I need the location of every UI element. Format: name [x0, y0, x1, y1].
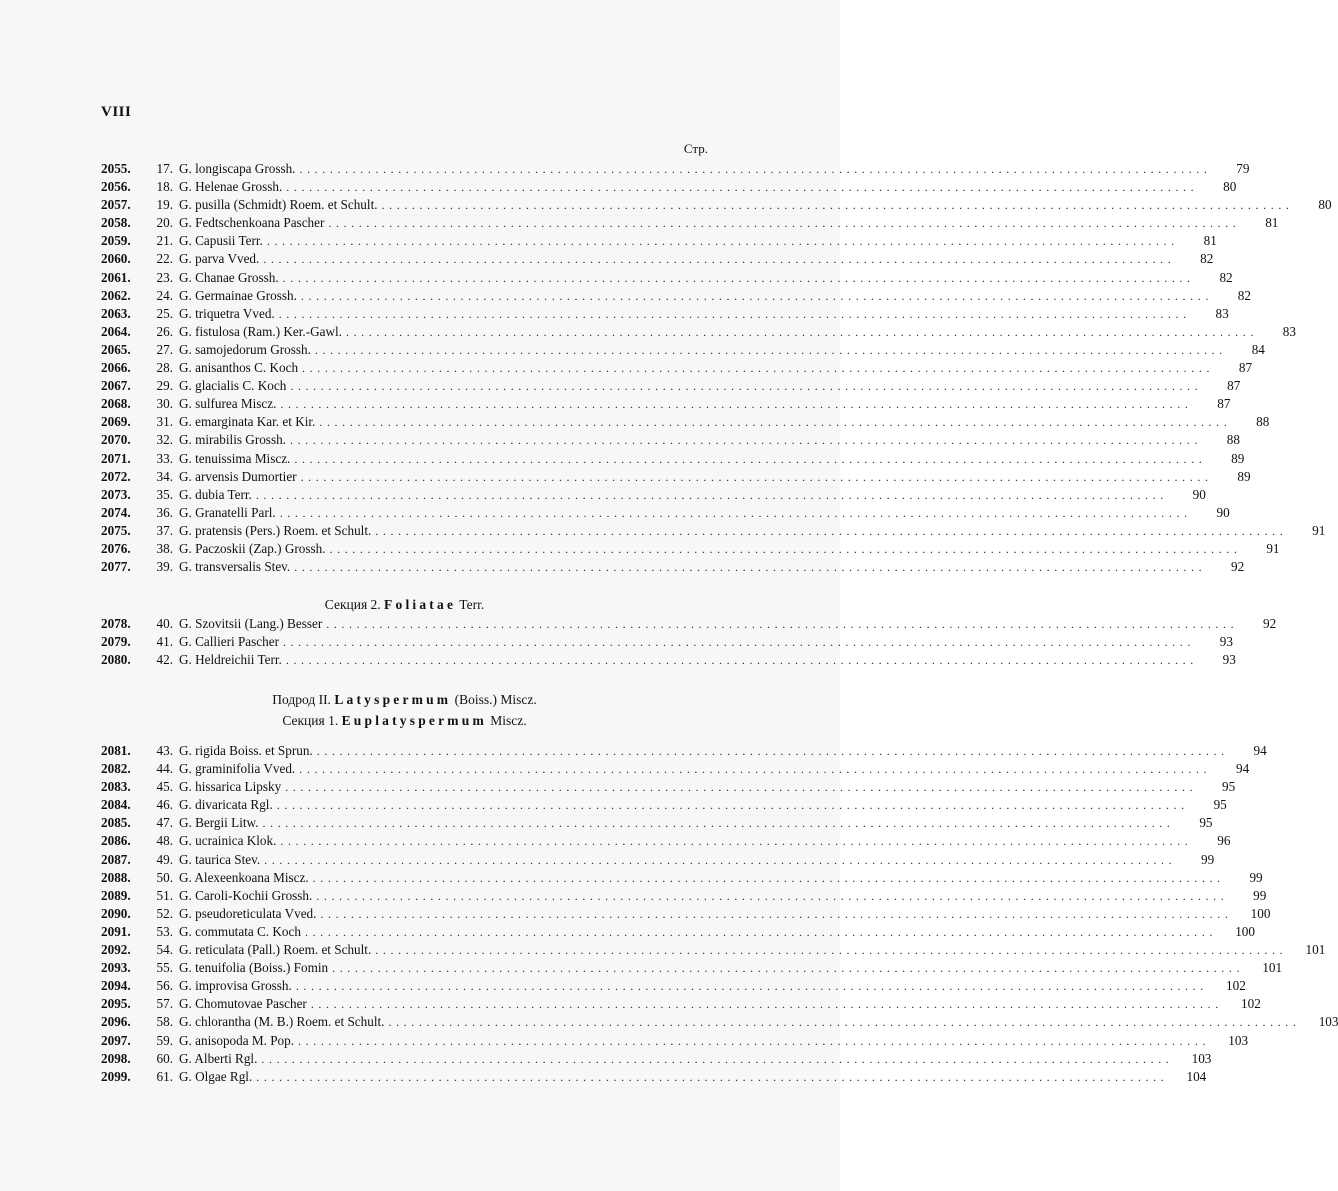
species-name: G. chlorantha (M. B.) Roem. et Schult.: [179, 1014, 385, 1030]
page-ref: 99: [1253, 887, 1267, 903]
page-ref: 103: [1191, 1050, 1212, 1066]
entry-number: 2098.: [101, 1050, 131, 1066]
species-name: G. tenuifolia (Boiss.) Fomin: [179, 960, 329, 976]
entry-number: 2091.: [101, 923, 131, 939]
species-name: G. Fedtschenkoana Pascher: [179, 215, 325, 231]
toc-entry: [101, 540, 1280, 558]
entry-number: 2059.: [101, 233, 131, 249]
leader-dots: ........................................................................................................................: [285, 780, 1198, 795]
page-number: VIII: [101, 104, 132, 120]
species-name: G. improvisa Grossh.: [179, 978, 292, 994]
species-name: G. hissarica Lipsky: [179, 779, 282, 795]
species-index: 50.: [156, 869, 173, 885]
toc-entry: [101, 287, 1251, 305]
species-index: 48.: [156, 833, 173, 849]
leader-dots: ........................................................................................................................: [316, 888, 1229, 903]
page-ref: 99: [1249, 869, 1263, 885]
leader-dots: ........................................................................................................................: [286, 180, 1199, 195]
species-index: 39.: [156, 559, 173, 575]
page-ref: 81: [1265, 215, 1279, 231]
toc-entry: [101, 814, 1213, 832]
page-ref: 91: [1266, 540, 1280, 556]
species-name: G. anisanthos C. Koch: [179, 360, 299, 376]
species-name: G. mirabilis Grossh.: [179, 432, 286, 448]
page-ref: 90: [1216, 504, 1230, 520]
toc-entry: [101, 431, 1240, 449]
species-name: G. parva Vved.: [179, 251, 260, 267]
toc-entry: [101, 905, 1271, 923]
species-name: G. Granatelli Parl.: [179, 504, 276, 520]
leader-dots: ........................................................................................................................: [282, 635, 1195, 650]
toc-entry: [101, 1032, 1249, 1050]
species-index: 55.: [156, 960, 173, 976]
toc-entry: [101, 486, 1206, 504]
subgenus-prefix: Подрод II.: [272, 692, 331, 707]
species-index: 43.: [156, 743, 173, 758]
entry-number: 2088.: [101, 869, 131, 885]
page-ref: 87: [1238, 360, 1253, 376]
species-name: G. rigida Boiss. et Sprun.: [179, 743, 313, 758]
entry-number: 2063.: [101, 305, 131, 321]
leader-dots: ........................................................................................................................: [300, 469, 1213, 484]
page-ref: 83: [1282, 323, 1296, 339]
leader-dots: ........................................................................................................................: [266, 234, 1179, 249]
entry-number: 2083.: [101, 779, 131, 795]
species-name: G. Paczoskii (Zap.) Grossh.: [179, 540, 326, 556]
page-ref: 103: [1318, 1014, 1338, 1030]
leader-dots: ........................................................................................................................: [298, 1033, 1211, 1048]
species-index: 23.: [156, 269, 173, 285]
leader-dots: ........................................................................................................................: [264, 852, 1177, 867]
species-name: G. tenuissima Miscz.: [179, 450, 291, 466]
toc-entry: [101, 1013, 1338, 1031]
section-author: Miscz.: [490, 713, 527, 728]
entry-number: 2061.: [101, 269, 131, 285]
species-name: G. Alberti Rgl.: [179, 1050, 258, 1066]
species-index: 52.: [156, 905, 173, 921]
entry-number: 2095.: [101, 996, 131, 1012]
leader-dots: ........................................................................................................................: [332, 961, 1245, 976]
page-ref: 92: [1231, 559, 1245, 575]
species-index: 25.: [156, 305, 173, 321]
page-ref: 104: [1186, 1068, 1207, 1084]
toc-entry: [101, 959, 1283, 977]
species-name: G. divaricata Rgl.: [179, 797, 273, 813]
species-index: 37.: [156, 522, 173, 538]
leader-dots: ........................................................................................................................: [261, 1051, 1174, 1066]
entry-number: 2090.: [101, 905, 131, 921]
section-prefix: Секция 2.: [324, 597, 381, 612]
toc-entry: [101, 778, 1236, 796]
species-index: 24.: [156, 287, 173, 303]
entry-number: 2072.: [101, 468, 131, 484]
species-name: G. Bergii Litw.: [179, 815, 259, 831]
toc-entry: [101, 977, 1246, 995]
page-ref: 81: [1203, 233, 1217, 249]
species-index: 49.: [156, 851, 173, 867]
toc-entry: [101, 869, 1263, 887]
species-index: 56.: [156, 978, 173, 994]
entry-number: 2080.: [101, 652, 131, 668]
page-column-header: Стр.: [683, 141, 708, 156]
page-ref: 82: [1237, 287, 1251, 303]
species-name: G. pseudoreticulata Vved.: [179, 905, 317, 921]
section-heading-foliatae: [101, 597, 708, 613]
page-ref: 93: [1219, 634, 1233, 650]
leader-dots: ........................................................................................................................: [345, 324, 1258, 339]
species-index: 51.: [156, 887, 173, 903]
leader-dots: ........................................................................................................................: [289, 433, 1202, 448]
species-index: 17.: [156, 161, 173, 176]
section-heading-euplatyspermum: [101, 713, 708, 729]
page-ref: 99: [1200, 851, 1215, 867]
species-index: 20.: [156, 215, 173, 231]
species-name: G. pusilla (Schmidt) Roem. et Schult.: [179, 197, 378, 213]
species-index: 41.: [156, 634, 173, 650]
species-list-1: [101, 160, 1332, 576]
species-index: 31.: [156, 414, 173, 430]
species-index: 40.: [156, 616, 173, 631]
toc-entry: [101, 305, 1229, 323]
toc-entry: [101, 395, 1231, 413]
species-name: G. Szovitsii (Lang.) Besser: [179, 616, 323, 631]
entry-number: 2069.: [101, 414, 131, 430]
toc-entry: [101, 377, 1241, 395]
entry-number: 2099.: [101, 1068, 131, 1084]
species-name: G. triquetra Vved.: [179, 305, 275, 321]
toc-entry: [101, 341, 1265, 359]
toc-entry: [101, 468, 1251, 486]
toc-entry: [101, 941, 1326, 959]
leader-dots: ........................................................................................................................: [285, 653, 1198, 668]
leader-dots: ........................................................................................................................: [375, 943, 1288, 958]
page-ref: 88: [1226, 432, 1240, 448]
species-name: G. Callieri Pascher: [179, 634, 279, 650]
leader-dots: ........................................................................................................................: [302, 361, 1215, 376]
page-ref: 95: [1213, 797, 1227, 813]
subgenus-name: Latyspermum: [334, 692, 452, 707]
leader-dots: ........................................................................................................................: [279, 505, 1192, 520]
leader-dots: ........................................................................................................................: [328, 216, 1241, 231]
species-name: G. Capusii Terr.: [179, 233, 263, 249]
species-index: 27.: [156, 341, 173, 357]
toc-entry: [101, 250, 1214, 268]
leader-dots: ........................................................................................................................: [319, 415, 1232, 430]
entry-number: 2057.: [101, 197, 131, 213]
toc-entry: [101, 323, 1296, 341]
entry-number: 2078.: [101, 616, 131, 631]
toc-entry: [101, 615, 1277, 633]
page-ref: 94: [1253, 743, 1267, 758]
entry-number: 2068.: [101, 396, 131, 412]
species-index: 38.: [156, 540, 173, 556]
page-ref: 103: [1228, 1032, 1249, 1048]
page-ref: 83: [1215, 305, 1229, 321]
leader-dots: ........................................................................................................................: [280, 397, 1193, 412]
species-index: 54.: [156, 942, 173, 958]
toc-entry: [101, 760, 1250, 778]
leader-dots: ........................................................................................................................: [278, 306, 1191, 321]
species-name: G. ucrainica Klok.: [179, 833, 277, 849]
entry-number: 2067.: [101, 378, 131, 394]
toc-entry: [101, 178, 1237, 196]
leader-dots: ........................................................................................................................: [314, 342, 1227, 357]
page-ref: 87: [1227, 378, 1241, 394]
species-index: 34.: [156, 468, 173, 484]
toc-entry: [101, 558, 1245, 576]
page-ref: 93: [1222, 652, 1236, 668]
species-name: G. Alexeenkoana Miscz.: [179, 869, 309, 885]
page-ref: 94: [1236, 761, 1250, 777]
species-name: G. anisopoda M. Pop.: [179, 1032, 295, 1048]
species-name: G. Caroli-Kochii Grossh.: [179, 887, 313, 903]
page-ref: 84: [1251, 341, 1265, 357]
page-ref: 100: [1250, 905, 1271, 921]
species-index: 45.: [156, 779, 173, 795]
species-list-2: [101, 615, 1277, 669]
species-index: 28.: [156, 360, 173, 376]
leader-dots: ........................................................................................................................: [290, 379, 1203, 394]
leader-dots: ........................................................................................................................: [294, 560, 1207, 575]
species-index: 29.: [156, 378, 173, 394]
species-index: 44.: [156, 761, 173, 777]
species-name: G. emarginata Kar. et Kir.: [179, 414, 316, 430]
page-ref: 102: [1226, 978, 1246, 994]
species-index: 36.: [156, 504, 173, 520]
page-ref: 82: [1219, 269, 1233, 285]
entry-number: 2096.: [101, 1014, 131, 1030]
leader-dots: ........................................................................................................................: [294, 451, 1207, 466]
species-name: G. samojedorum Grossh.: [179, 341, 311, 357]
page-ref: 89: [1231, 450, 1245, 466]
toc-entry: [101, 995, 1261, 1013]
entry-number: 2087.: [101, 851, 131, 867]
leader-dots: ........................................................................................................................: [256, 1069, 1169, 1084]
toc-entry: [101, 359, 1253, 377]
leader-dots: ........................................................................................................................: [310, 997, 1223, 1012]
entry-number: 2066.: [101, 360, 131, 376]
page-ref: 89: [1237, 468, 1251, 484]
entry-number: 2085.: [101, 815, 131, 831]
entry-number: 2089.: [101, 887, 131, 903]
entry-number: 2075.: [101, 522, 131, 538]
species-index: 32.: [156, 432, 173, 448]
leader-dots: ........................................................................................................................: [262, 816, 1175, 831]
leader-dots: ........................................................................................................................: [316, 744, 1229, 758]
page-ref: 82: [1200, 251, 1214, 267]
toc-entry: [101, 633, 1233, 651]
toc-entry: [101, 269, 1233, 287]
toc-entry: [101, 923, 1255, 941]
entry-number: 2086.: [101, 833, 131, 849]
page-ref: 90: [1192, 486, 1206, 502]
species-index: 61.: [156, 1068, 173, 1084]
leader-dots: ........................................................................................................................: [282, 270, 1195, 285]
species-index: 53.: [156, 923, 173, 939]
leader-dots: ........................................................................................................................: [388, 1015, 1301, 1030]
species-name: G. arvensis Dumortier: [179, 468, 297, 484]
species-name: G. sulfurea Miscz.: [179, 396, 277, 412]
entry-number: 2074.: [101, 504, 131, 520]
species-index: 19.: [156, 197, 173, 213]
toc-entry: [101, 504, 1230, 522]
species-index: 22.: [156, 251, 173, 267]
species-index: 46.: [156, 797, 173, 813]
page-ref: 87: [1217, 396, 1231, 412]
species-name: G. Heldreichii Terr.: [179, 652, 282, 668]
species-index: 60.: [156, 1050, 173, 1066]
entry-number: 2055.: [101, 161, 131, 176]
page-ref: 101: [1305, 942, 1326, 958]
toc-entry: [101, 522, 1326, 540]
entry-number: 2056.: [101, 179, 131, 195]
entry-number: 2082.: [101, 761, 131, 777]
entry-number: 2071.: [101, 450, 131, 466]
entry-number: 2081.: [101, 743, 131, 758]
species-name: G. fistulosa (Ram.) Ker.-Gawl.: [179, 323, 342, 339]
toc-entry: [101, 413, 1270, 431]
leader-dots: ........................................................................................................................: [312, 870, 1225, 885]
leader-dots: ........................................................................................................................: [375, 523, 1288, 538]
leader-dots: ........................................................................................................................: [381, 198, 1294, 213]
leader-dots: ........................................................................................................................: [300, 288, 1213, 303]
species-name: G. Chanae Grossh.: [179, 269, 279, 285]
species-index: 42.: [156, 652, 173, 668]
entry-number: 2064.: [101, 323, 131, 339]
species-index: 47.: [156, 815, 173, 831]
page-ref: 101: [1262, 960, 1283, 976]
leader-dots: ........................................................................................................................: [263, 252, 1176, 267]
species-name: G. dubia Terr.: [179, 486, 252, 502]
toc-entry: [101, 196, 1332, 214]
species-index: 59.: [156, 1032, 173, 1048]
species-index: 18.: [156, 179, 173, 195]
species-name: G. taurica Stev.: [179, 851, 261, 867]
page-ref: 96: [1217, 833, 1231, 849]
leader-dots: ........................................................................................................................: [295, 979, 1208, 994]
species-index: 35.: [156, 486, 173, 502]
section-prefix: Секция 1.: [282, 713, 339, 728]
page-ref: 102: [1241, 996, 1261, 1012]
toc-entry: [101, 1068, 1207, 1086]
toc-entry: [101, 232, 1217, 250]
subgenus-author: (Boiss.) Miscz.: [454, 692, 537, 707]
species-list-3: [101, 742, 1338, 1086]
species-name: G. commutata C. Koch: [179, 923, 301, 939]
entry-number: 2060.: [101, 251, 131, 267]
toc-entry: [101, 887, 1267, 905]
entry-number: 2097.: [101, 1032, 131, 1048]
page-ref: 79: [1236, 161, 1250, 176]
section-author: Terr.: [459, 597, 485, 612]
entry-number: 2084.: [101, 797, 131, 813]
leader-dots: ........................................................................................................................: [299, 762, 1212, 777]
leader-dots: ........................................................................................................................: [320, 906, 1233, 921]
page-ref: 80: [1318, 197, 1332, 213]
page-ref: 92: [1263, 616, 1277, 631]
section-name: Foliatae: [384, 597, 457, 612]
entry-number: 2062.: [101, 287, 131, 303]
species-name: G. Chomutovae Pascher: [179, 996, 307, 1012]
entry-number: 2079.: [101, 634, 131, 650]
species-index: 30.: [156, 396, 173, 412]
toc-entry: [101, 832, 1231, 850]
entry-number: 2070.: [101, 432, 131, 448]
species-name: G. longiscapa Grossh.: [179, 161, 296, 176]
species-name: G. Olgae Rgl.: [179, 1068, 253, 1084]
species-name: G. reticulata (Pall.) Roem. et Schult.: [179, 942, 372, 958]
page-ref: 100: [1235, 923, 1255, 939]
entry-number: 2073.: [101, 486, 131, 502]
species-name: G. transversalis Stev.: [179, 559, 291, 575]
species-index: 33.: [156, 450, 173, 466]
toc-entry: [101, 851, 1215, 869]
toc-entry: [101, 1050, 1212, 1068]
species-name: G. Helenae Grossh.: [179, 179, 283, 195]
page-ref: 91: [1312, 522, 1326, 538]
leader-dots: ........................................................................................................................: [276, 798, 1189, 813]
species-name: G. graminifolia Vved.: [179, 761, 296, 777]
species-name: G. pratensis (Pers.) Roem. et Schult.: [179, 522, 372, 538]
toc-entry: [101, 651, 1236, 669]
page-ref: 95: [1199, 815, 1213, 831]
entry-number: 2094.: [101, 978, 131, 994]
entry-number: 2076.: [101, 540, 131, 556]
toc-entry: [101, 214, 1279, 232]
species-name: G. Germainae Grossh.: [179, 287, 297, 303]
entry-number: 2077.: [101, 559, 131, 575]
entry-number: 2065.: [101, 341, 131, 357]
section-name: Euplatyspermum: [341, 713, 487, 728]
page-ref: 88: [1256, 414, 1270, 430]
species-index: 21.: [156, 233, 173, 249]
leader-dots: ........................................................................................................................: [304, 924, 1217, 939]
toc-entry: [101, 450, 1245, 468]
species-name: G. glacialis C. Koch: [179, 378, 287, 394]
toc-entry: [101, 160, 1250, 178]
toc-entry: [101, 796, 1227, 814]
species-index: 26.: [156, 323, 173, 339]
species-index: 58.: [156, 1014, 173, 1030]
leader-dots: ........................................................................................................................: [329, 541, 1242, 556]
leader-dots: ........................................................................................................................: [280, 834, 1193, 849]
species-index: 57.: [156, 996, 173, 1012]
page-ref: 95: [1222, 779, 1236, 795]
leader-dots: ........................................................................................................................: [326, 617, 1239, 631]
toc-entry: [101, 742, 1267, 760]
leader-dots: ........................................................................................................................: [255, 487, 1168, 502]
page-ref: 80: [1223, 179, 1237, 195]
subgenus-heading: [101, 692, 708, 708]
entry-number: 2058.: [101, 215, 131, 231]
entry-number: 2093.: [101, 960, 131, 976]
entry-number: 2092.: [101, 942, 131, 958]
leader-dots: ........................................................................................................................: [299, 162, 1212, 176]
